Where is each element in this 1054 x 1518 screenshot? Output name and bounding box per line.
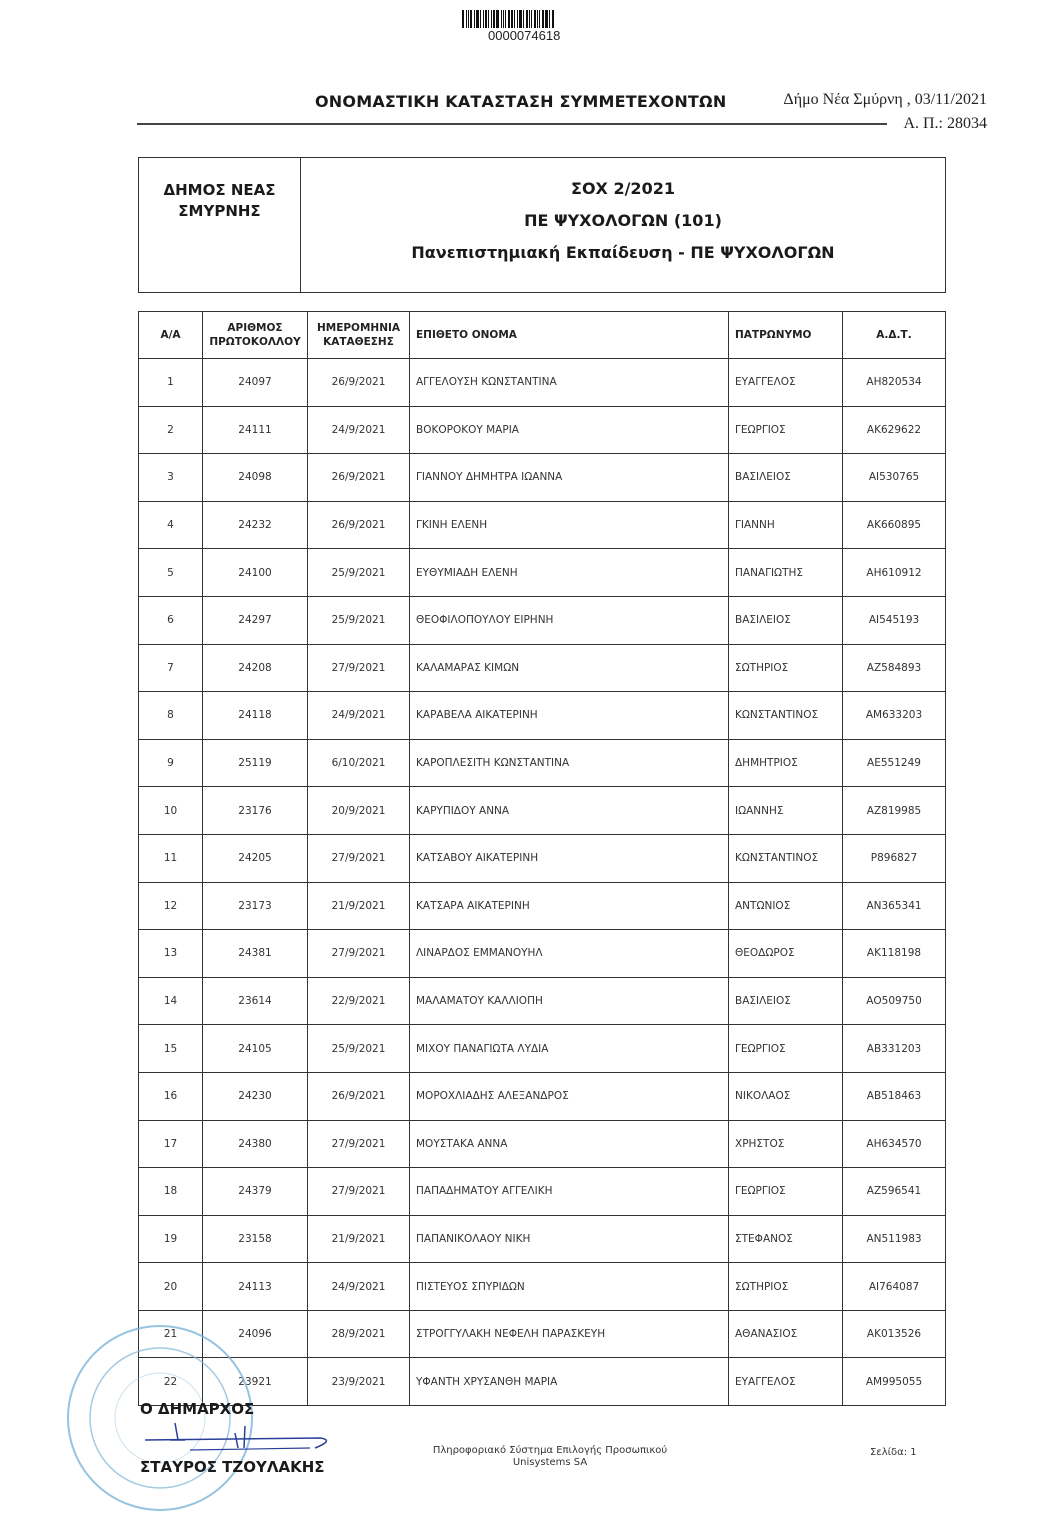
mayor-signature (140, 1418, 340, 1458)
cell-name: ΜΟΥΣΤΑΚΑ ΑΝΝΑ (410, 1120, 729, 1168)
cell-father: ΒΑΣΙΛΕΙΟΣ (729, 596, 843, 644)
cell-protocol: 24380 (203, 1120, 308, 1168)
cell-id: ΑΕ551249 (843, 739, 946, 787)
barcode-bar (462, 10, 464, 28)
cell-id: ΑΜ633203 (843, 692, 946, 740)
barcode (462, 10, 592, 28)
cell-aa: 2 (139, 406, 203, 454)
table-row (139, 549, 946, 597)
table-row (139, 930, 946, 978)
cell-date: 26/9/2021 (308, 501, 410, 549)
barcode-bar (523, 10, 524, 28)
protocol-number: Α. Π.: 28034 (903, 115, 987, 132)
cell-id: ΑΖ819985 (843, 787, 946, 835)
cell-protocol: 23176 (203, 787, 308, 835)
cell-name: ΚΑΛΑΜΑΡΑΣ ΚΙΜΩΝ (410, 644, 729, 692)
cell-id: ΑΙ530765 (843, 454, 946, 502)
cell-aa: 12 (139, 882, 203, 930)
barcode-bar (542, 10, 544, 28)
table-row (139, 1168, 946, 1216)
cell-date: 26/9/2021 (308, 359, 410, 407)
col-header-protocol-l2: ΠΡΩΤΟΚΟΛΛΟΥ (209, 336, 301, 348)
col-header-father: ΠΑΤΡΩΝΥΜΟ (729, 312, 843, 359)
cell-protocol: 24381 (203, 930, 308, 978)
cell-name: ΠΑΠΑΔΗΜΑΤΟΥ ΑΓΓΕΛΙΚΗ (410, 1168, 729, 1216)
cell-name: ΘΕΟΦΙΛΟΠΟΥΛΟΥ ΕΙΡΗΝΗ (410, 596, 729, 644)
cell-name: ΚΑΤΣΑΡΑ ΑΙΚΑΤΕΡΙΝΗ (410, 882, 729, 930)
cell-date: 20/9/2021 (308, 787, 410, 835)
cell-date: 28/9/2021 (308, 1310, 410, 1358)
cell-aa: 13 (139, 930, 203, 978)
cell-aa: 7 (139, 644, 203, 692)
cell-father: ΔΗΜΗΤΡΙΟΣ (729, 739, 843, 787)
municipality (139, 158, 301, 292)
cell-name: ΠΙΣΤΕΥΟΣ ΣΠΥΡΙΔΩΝ (410, 1263, 729, 1311)
cell-protocol: 24232 (203, 501, 308, 549)
cell-date: 25/9/2021 (308, 596, 410, 644)
cell-id: ΑΚ013526 (843, 1310, 946, 1358)
cell-father: ΓΕΩΡΓΙΟΣ (729, 1168, 843, 1216)
cell-aa: 6 (139, 596, 203, 644)
table-row (139, 454, 946, 502)
cell-father: ΓΕΩΡΓΙΟΣ (729, 1025, 843, 1073)
cell-name: ΣΤΡΟΓΓΥΛΑΚΗ ΝΕΦΕΛΗ ΠΑΡΑΣΚΕΥΗ (410, 1310, 729, 1358)
cell-name: ΠΑΠΑΝΙΚΟΛΑΟΥ ΝΙΚΗ (410, 1215, 729, 1263)
barcode-bar (519, 10, 522, 28)
barcode-bar (483, 10, 484, 28)
barcode-bar (470, 10, 472, 28)
cell-name: ΒΟΚΟΡΟΚΟΥ ΜΑΡΙΑ (410, 406, 729, 454)
cell-father: ΒΑΣΙΛΕΙΟΣ (729, 454, 843, 502)
cell-protocol: 23614 (203, 977, 308, 1025)
table-row (139, 1215, 946, 1263)
mayor-name: ΣΤΑΥΡΟΣ ΤΖΟΥΛΑΚΗΣ (140, 1458, 325, 1476)
cell-father: ΣΩΤΗΡΙΟΣ (729, 1263, 843, 1311)
page-number: Σελίδα: 1 (870, 1447, 917, 1458)
cell-date: 26/9/2021 (308, 1072, 410, 1120)
cell-date: 25/9/2021 (308, 549, 410, 597)
barcode-bar (476, 10, 479, 28)
municipality-line2: ΣΜΥΡΝΗΣ (178, 202, 261, 220)
cell-father: ΑΘΑΝΑΣΙΟΣ (729, 1310, 843, 1358)
title-rule (137, 123, 887, 125)
cell-protocol: 24113 (203, 1263, 308, 1311)
barcode-bar (474, 10, 475, 28)
cell-id: ΑΗ820534 (843, 359, 946, 407)
cell-id: ΑΒ518463 (843, 1072, 946, 1120)
cell-date: 21/9/2021 (308, 882, 410, 930)
barcode-bar (505, 10, 506, 28)
table-row (139, 1263, 946, 1311)
barcode-bar (503, 10, 504, 28)
announcement-info (301, 158, 945, 292)
cell-id: ΑΚ118198 (843, 930, 946, 978)
cell-id: ΑΜ995055 (843, 1358, 946, 1406)
cell-id: ΑΖ584893 (843, 644, 946, 692)
cell-aa: 22 (139, 1358, 203, 1406)
document-title: ΟΝΟΜΑΣΤΙΚΗ ΚΑΤΑΣΤΑΣΗ ΣΥΜΜΕΤΕΧΟΝΤΩΝ (315, 92, 727, 111)
barcode-bar (549, 10, 550, 28)
barcode-bar (493, 10, 495, 28)
cell-aa: 20 (139, 1263, 203, 1311)
cell-protocol: 24297 (203, 596, 308, 644)
cell-name: ΥΦΑΝΤΗ ΧΡΥΣΑΝΘΗ ΜΑΡΙΑ (410, 1358, 729, 1406)
cell-aa: 5 (139, 549, 203, 597)
cell-date: 22/9/2021 (308, 977, 410, 1025)
col-header-name: ΕΠΙΘΕΤΟ ΟΝΟΜΑ (410, 312, 729, 359)
cell-name: ΚΑΡΑΒΕΛΑ ΑΙΚΑΤΕΡΙΝΗ (410, 692, 729, 740)
barcode-bar (480, 10, 481, 28)
barcode-bar (466, 10, 467, 28)
cell-protocol: 24111 (203, 406, 308, 454)
cell-date: 24/9/2021 (308, 1263, 410, 1311)
cell-aa: 4 (139, 501, 203, 549)
barcode-bar (552, 10, 554, 28)
cell-father: ΓΕΩΡΓΙΟΣ (729, 406, 843, 454)
barcode-number: 0000074618 (488, 28, 561, 43)
barcode-bar (539, 10, 540, 28)
cell-date: 21/9/2021 (308, 1215, 410, 1263)
cell-aa: 9 (139, 739, 203, 787)
cell-date: 27/9/2021 (308, 1120, 410, 1168)
cell-protocol: 23173 (203, 882, 308, 930)
place-date: Δήμο Νέα Σμύρνη , 03/11/2021 (783, 91, 987, 108)
cell-aa: 11 (139, 834, 203, 882)
cell-date: 25/9/2021 (308, 1025, 410, 1073)
cell-protocol: 23921 (203, 1358, 308, 1406)
barcode-bar (517, 10, 518, 28)
cell-id: ΑΟ509750 (843, 977, 946, 1025)
cell-protocol: 24118 (203, 692, 308, 740)
cell-name: ΑΓΓΕΛΟΥΣΗ ΚΩΝΣΤΑΝΤΙΝΑ (410, 359, 729, 407)
cell-name: ΚΑΤΣΑΒΟΥ ΑΙΚΑΤΕΡΙΝΗ (410, 834, 729, 882)
announcement-code: ΣΟΧ 2/2021 (571, 179, 675, 198)
table-row (139, 1072, 946, 1120)
cell-id: ΑΙ545193 (843, 596, 946, 644)
cell-father: ΒΑΣΙΛΕΙΟΣ (729, 977, 843, 1025)
cell-father: ΚΩΝΣΤΑΝΤΙΝΟΣ (729, 692, 843, 740)
cell-id: ΑΗ610912 (843, 549, 946, 597)
table-row (139, 692, 946, 740)
table-row (139, 359, 946, 407)
municipality-line1: ΔΗΜΟΣ ΝΕΑΣ (163, 181, 276, 199)
cell-father: ΣΩΤΗΡΙΟΣ (729, 644, 843, 692)
col-header-date (308, 312, 410, 359)
cell-protocol: 24105 (203, 1025, 308, 1073)
system-vendor: Unisystems SA (512, 1457, 588, 1468)
cell-date: 24/9/2021 (308, 692, 410, 740)
table-row (139, 977, 946, 1025)
table-row (139, 787, 946, 835)
barcode-bar (537, 10, 538, 28)
cell-id: ΑΒ331203 (843, 1025, 946, 1073)
cell-name: ΚΑΡΥΠΙΔΟΥ ΑΝΝΑ (410, 787, 729, 835)
table-row (139, 501, 946, 549)
cell-id: ΑΝ365341 (843, 882, 946, 930)
barcode-bar (531, 10, 532, 28)
cell-aa: 21 (139, 1310, 203, 1358)
cell-aa: 8 (139, 692, 203, 740)
cell-name: ΚΑΡΟΠΛΕΣΙΤΗ ΚΩΝΣΤΑΝΤΙΝΑ (410, 739, 729, 787)
cell-protocol: 24208 (203, 644, 308, 692)
barcode-bar (526, 10, 528, 28)
barcode-bar (488, 10, 489, 28)
cell-aa: 18 (139, 1168, 203, 1216)
cell-protocol: 24205 (203, 834, 308, 882)
table-header-row (139, 312, 946, 359)
cell-father: ΣΤΕΦΑΝΟΣ (729, 1215, 843, 1263)
cell-date: 23/9/2021 (308, 1358, 410, 1406)
cell-id: ΑΖ596541 (843, 1168, 946, 1216)
specialty: ΠΕ ΨΥΧΟΛΟΓΩΝ (101) (524, 211, 722, 230)
cell-aa: 17 (139, 1120, 203, 1168)
cell-date: 24/9/2021 (308, 406, 410, 454)
system-credit (400, 1445, 700, 1469)
cell-date: 6/10/2021 (308, 739, 410, 787)
cell-id: ΑΚ629622 (843, 406, 946, 454)
cell-name: ΓΙΑΝΝΟΥ ΔΗΜΗΤΡΑ ΙΩΑΝΝΑ (410, 454, 729, 502)
cell-name: ΜΟΡΟΧΛΙΑΔΗΣ ΑΛΕΞΑΝΔΡΟΣ (410, 1072, 729, 1120)
barcode-bar (511, 10, 513, 28)
cell-id: Ρ896827 (843, 834, 946, 882)
table-row (139, 1120, 946, 1168)
col-header-protocol-l1: ΑΡΙΘΜΟΣ (227, 322, 283, 334)
cell-date: 27/9/2021 (308, 1168, 410, 1216)
cell-protocol: 24096 (203, 1310, 308, 1358)
cell-name: ΛΙΝΑΡΔΟΣ ΕΜΜΑΝΟΥΗΛ (410, 930, 729, 978)
cell-id: ΑΚ660895 (843, 501, 946, 549)
cell-father: ΝΙΚΟΛΑΟΣ (729, 1072, 843, 1120)
table-row (139, 1025, 946, 1073)
table-row (139, 739, 946, 787)
barcode-bar (545, 10, 548, 28)
info-box (138, 157, 946, 293)
cell-father: ΓΙΑΝΝΗ (729, 501, 843, 549)
col-header-id: Α.Δ.Τ. (843, 312, 946, 359)
col-header-aa: Α/Α (139, 312, 203, 359)
cell-name: ΕΥΘΥΜΙΑΔΗ ΕΛΕΝΗ (410, 549, 729, 597)
system-name: Πληροφοριακό Σύστημα Επιλογής Προσωπικού (432, 1445, 668, 1456)
cell-protocol: 23158 (203, 1215, 308, 1263)
cell-father: ΚΩΝΣΤΑΝΤΙΝΟΣ (729, 834, 843, 882)
cell-aa: 16 (139, 1072, 203, 1120)
col-header-date-l1: ΗΜΕΡΟΜΗΝΙΑ (316, 322, 401, 334)
cell-date: 27/9/2021 (308, 930, 410, 978)
cell-name: ΓΚΙΝΗ ΕΛΕΝΗ (410, 501, 729, 549)
cell-aa: 19 (139, 1215, 203, 1263)
cell-date: 26/9/2021 (308, 454, 410, 502)
table-row (139, 644, 946, 692)
cell-id: ΑΙ764087 (843, 1263, 946, 1311)
cell-father: ΘΕΟΔΩΡΟΣ (729, 930, 843, 978)
barcode-bar (529, 10, 530, 28)
cell-name: ΜΑΛΑΜΑΤΟΥ ΚΑΛΛΙΟΠΗ (410, 977, 729, 1025)
cell-protocol: 25119 (203, 739, 308, 787)
col-header-protocol (203, 312, 308, 359)
barcode-bar (514, 10, 515, 28)
cell-date: 27/9/2021 (308, 644, 410, 692)
cell-father: ΙΩΑΝΝΗΣ (729, 787, 843, 835)
cell-aa: 10 (139, 787, 203, 835)
cell-aa: 1 (139, 359, 203, 407)
table-row (139, 596, 946, 644)
cell-father: ΧΡΗΣΤΟΣ (729, 1120, 843, 1168)
education-level: Πανεπιστημιακή Εκπαίδευση - ΠΕ ΨΥΧΟΛΟΓΩΝ (411, 243, 835, 262)
cell-protocol: 24379 (203, 1168, 308, 1216)
col-header-date-l2: ΚΑΤΑΘΕΣΗΣ (323, 336, 394, 348)
cell-date: 27/9/2021 (308, 834, 410, 882)
cell-father: ΑΝΤΩΝΙΟΣ (729, 882, 843, 930)
cell-protocol: 24230 (203, 1072, 308, 1120)
cell-aa: 15 (139, 1025, 203, 1073)
cell-aa: 14 (139, 977, 203, 1025)
cell-protocol: 24100 (203, 549, 308, 597)
table-row (139, 406, 946, 454)
barcode-bar (496, 10, 499, 28)
cell-id: ΑΗ634570 (843, 1120, 946, 1168)
barcode-bar (485, 10, 487, 28)
participants-table (138, 311, 946, 1406)
cell-father: ΕΥΑΓΓΕΛΟΣ (729, 1358, 843, 1406)
cell-father: ΕΥΑΓΓΕΛΟΣ (729, 359, 843, 407)
barcode-bar (534, 10, 536, 28)
cell-protocol: 24097 (203, 359, 308, 407)
cell-protocol: 24098 (203, 454, 308, 502)
cell-aa: 3 (139, 454, 203, 502)
table-row (139, 882, 946, 930)
barcode-bar (501, 10, 502, 28)
barcode-bar (491, 10, 492, 28)
cell-name: ΜΙΧΟΥ ΠΑΝΑΓΙΩΤΑ ΛΥΔΙΑ (410, 1025, 729, 1073)
barcode-bar (468, 10, 469, 28)
cell-father: ΠΑΝΑΓΙΩΤΗΣ (729, 549, 843, 597)
table-row (139, 834, 946, 882)
cell-id: ΑΝ511983 (843, 1215, 946, 1263)
barcode-bar (508, 10, 510, 28)
mayor-title: Ο ΔΗΜΑΡΧΟΣ (140, 1400, 255, 1418)
